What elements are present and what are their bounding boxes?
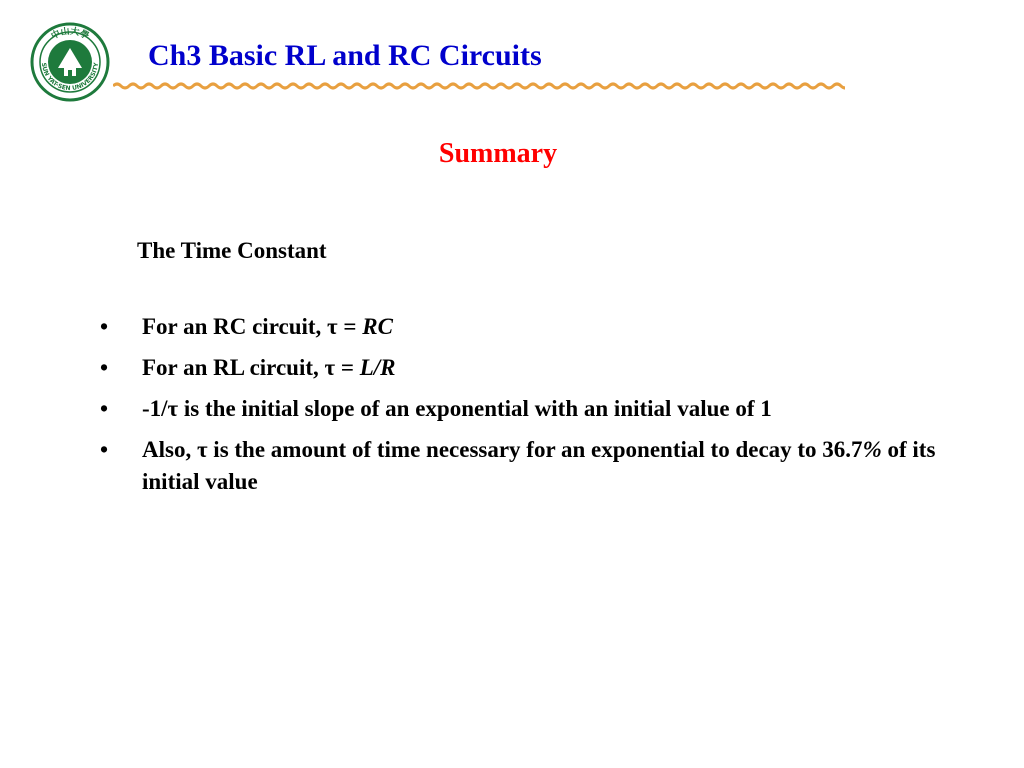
bullet-text: Also, τ is the amount of time necessary for an exponential to decay to 36.7% of its initial value [142, 437, 936, 494]
section-subtitle: Summary [438, 138, 558, 169]
bullet-item [100, 352, 960, 384]
section-heading: The Time Constant [137, 238, 327, 263]
slide-title: Ch3 Basic RL and RC Circuits [148, 39, 542, 72]
bullet-text: For an RC circuit, τ = RC [142, 314, 393, 339]
bullet-text: -1/τ is the initial slope of an exponential with an initial value of 1 [142, 396, 772, 421]
bullet-list [100, 311, 960, 507]
bullet-text: For an RL circuit, τ = L/R [142, 355, 396, 380]
bullet-marker: • [100, 355, 109, 380]
bullet-marker: • [100, 437, 109, 462]
decorative-wave-divider [113, 80, 845, 92]
bullet-marker: • [100, 314, 109, 339]
bullet-marker: • [100, 396, 109, 421]
university-logo [30, 22, 110, 102]
svg-text:中山大學: 中山大學 [49, 26, 91, 42]
bullet-item [100, 434, 960, 498]
bullet-item [100, 311, 960, 343]
svg-text:SUN YAT-SEN UNIVERSITY: SUN YAT-SEN UNIVERSITY [39, 62, 101, 93]
bullet-item [100, 393, 960, 425]
